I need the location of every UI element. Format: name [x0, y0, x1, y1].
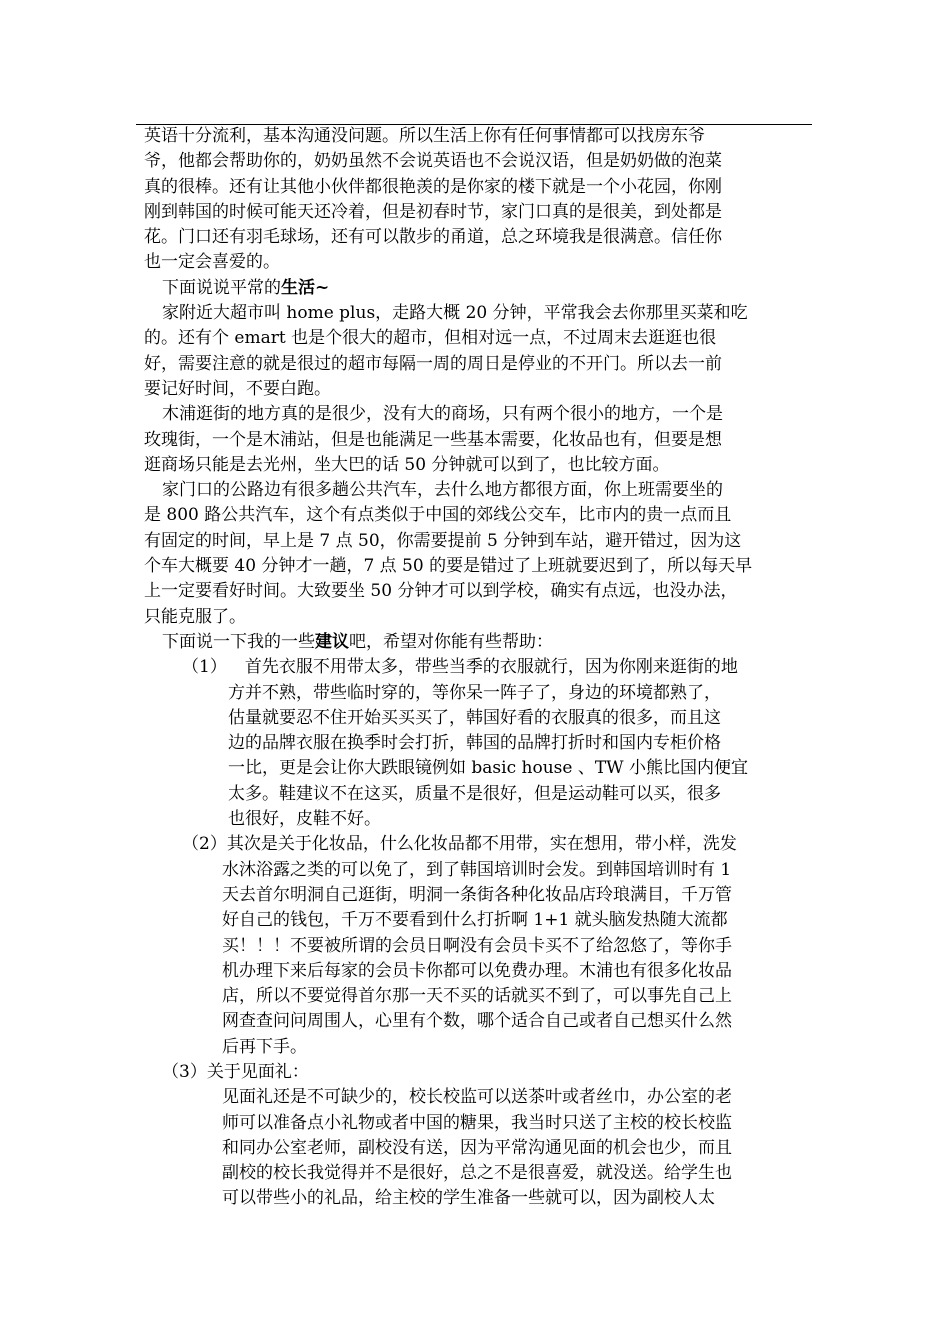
list-item-line: 估量就要忍不住开始买买买了，韩国好看的衣服真的很多，而且这 [228, 707, 721, 728]
paragraph-line: 家门口的公路边有很多趟公共汽车，去什么地方都很方面，你上班需要坐的 [162, 480, 723, 501]
life-heading [144, 276, 814, 301]
advice-heading [144, 630, 814, 655]
list-item-line: 后再下手。 [222, 1036, 307, 1057]
list-item-line: 机办理下来后每家的会员卡你都可以免费办理。木浦也有很多化妆品 [222, 960, 732, 981]
paragraph-line: 是 800 路公共汽车，这个有点类似于中国的郊线公交车，比市内的贵一点而且 [144, 505, 732, 526]
paragraph-line: 爷，他都会帮助你的，奶奶虽然不会说英语也不会说汉语，但是奶奶做的泡菜 [144, 151, 722, 172]
list-item-line: 买！！！不要被所谓的会员日啊没有会员卡买不了给忽悠了，等你手 [222, 935, 732, 956]
list-item-line: 太多。鞋建议不在这买，质量不是很好，但是运动鞋可以买，很多 [228, 783, 721, 804]
paragraph-line: 木浦逛街的地方真的是很少，没有大的商场，只有两个很小的地方，一个是 [162, 404, 723, 425]
list-item-line: 网查查问问周围人，心里有个数，哪个适合自己或者自己想买什么然 [222, 1011, 732, 1032]
list-item-number: （1） [182, 657, 227, 678]
list-item-line: 水沐浴露之类的可以免了，到了韩国培训时会发。到韩国培训时有 1 [222, 859, 732, 880]
paragraph-line: 只能克服了。 [144, 606, 246, 627]
list-item-line: 和同办公室老师，副校没有送，因为平常沟通见面的机会也少，而且 [222, 1137, 732, 1158]
list-item-line: 师可以准备点小礼物或者中国的糖果，我当时只送了主校的校长校监 [222, 1112, 732, 1133]
advice-heading-tail: 吧，希望对你能有些帮助： [349, 631, 553, 652]
list-item-line: 方并不熟，带些临时穿的，等你呆一阵子了，身边的环境都熟了， [228, 682, 721, 703]
paragraph-line: 家附近大超市叫 home plus，走路大概 20 分钟，平常我会去你那里买菜和吃 [162, 303, 748, 324]
paragraph-line: 也一定会喜爱的。 [144, 252, 280, 273]
paragraph-line: 要记好时间，不要白跑。 [144, 378, 331, 399]
list-item-line: 店，所以不要觉得首尔那一天不买的话就买不到了，可以事先自己上 [222, 986, 732, 1007]
list-item-text: 首先衣服不用带太多，带些当季的衣服就行，因为你刚来逛街的地 [244, 657, 738, 678]
advice-heading-bold: 建议 [315, 631, 349, 652]
paragraph-line: 有固定的时间，早上是 7 点 50，你需要提前 5 分钟到车站，避开错过，因为这 [144, 530, 742, 551]
list-item-line: 一比，更是会让你大跌眼镜例如 basic house 、TW 小熊比国内便宜 [228, 758, 749, 779]
paragraph-line: 花。门口还有羽毛球场，还有可以散步的甬道，总之环境我是很满意。信任你 [144, 227, 722, 248]
list-item-1 [144, 655, 814, 680]
paragraph-line: 的。还有个 emart 也是个很大的超市，但相对远一点，不过周末去逛逛也很 [144, 328, 717, 349]
list-item-3: （3）关于见面礼： [162, 1061, 309, 1082]
list-item-line: 边的品牌衣服在换季时会打折，韩国的品牌打折时和国内专柜价格 [228, 733, 721, 754]
list-item-line: 好自己的钱包，千万不要看到什么打折啊 1+1 就头脑发热随大流都 [222, 910, 728, 931]
document-body [144, 124, 814, 1212]
paragraph-line: 英语十分流利，基本沟通没问题。所以生活上你有任何事情都可以找房东爷 [144, 126, 705, 146]
paragraph-line: 真的很棒。还有让其他小伙伴都很艳羡的是你家的楼下就是一个小花园，你刚 [144, 176, 722, 197]
list-item-line: 见面礼还是不可缺少的，校长校监可以送茶叶或者丝巾，办公室的老 [222, 1087, 732, 1108]
paragraph-line: 玫瑰街，一个是木浦站，但是也能满足一些基本需要，化妆品也有，但要是想 [144, 429, 722, 450]
paragraph-line: 刚到韩国的时候可能天还冷着，但是初春时节，家门口真的是很美，到处都是 [144, 201, 722, 222]
life-heading-bold: 生活~ [281, 277, 330, 298]
list-item-line: 也很好，皮鞋不好。 [228, 809, 381, 830]
list-item-line: 可以带些小的礼品，给主校的学生准备一些就可以，因为副校人太 [222, 1188, 715, 1209]
list-item-line: 天去首尔明洞自己逛街，明洞一条街各种化妆品店玲琅满目，千万管 [222, 884, 732, 905]
life-heading-text: 下面说说平常的 [162, 277, 281, 298]
paragraph-line: 上一定要看好时间。大致要坐 50 分钟才可以到学校，确实有点远，也没办法， [144, 581, 738, 602]
list-item-line: 副校的校长我觉得并不是很好，总之不是很喜爱，就没送。给学生也 [222, 1163, 732, 1184]
list-item-2: （2）其次是关于化妆品，什么化妆品都不用带，实在想用，带小样，洗发 [182, 834, 737, 855]
paragraph-line: 逛商场只能是去光州，坐大巴的话 50 分钟就可以到了，也比较方面。 [144, 454, 670, 475]
paragraph-line: 好，需要注意的就是很过的超市每隔一周的周日是停业的不开门。所以去一前 [144, 353, 722, 374]
advice-heading-text: 下面说一下我的一些 [162, 631, 315, 652]
paragraph-line: 个车大概要 40 分钟才一趟，7 点 50 的要是错过了上班就要迟到了，所以每天早 [144, 556, 753, 577]
